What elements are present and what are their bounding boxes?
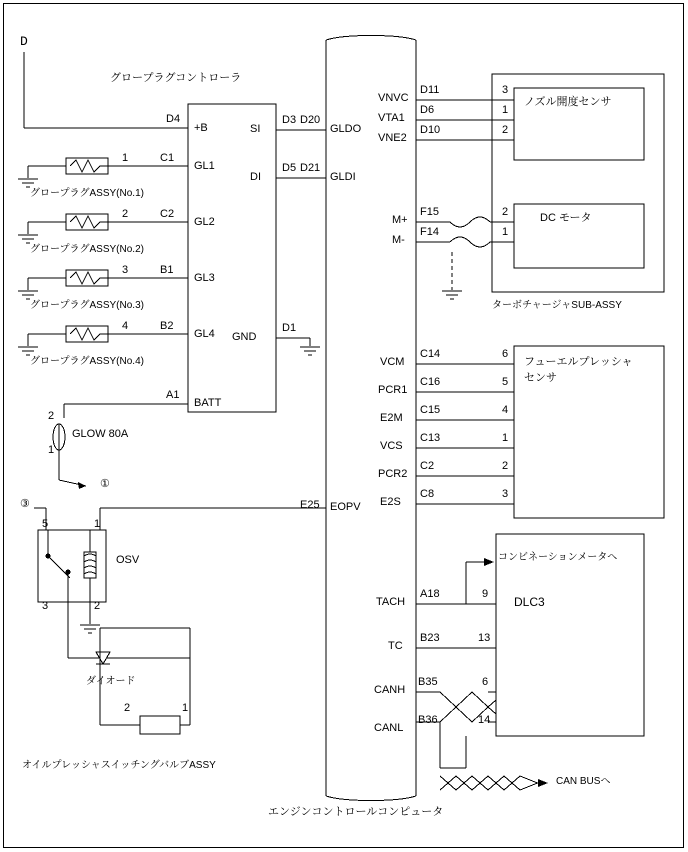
dc-motor-label: DC モータ: [540, 212, 592, 224]
pin-c14: C14: [420, 348, 441, 360]
glow4-num: 4: [122, 320, 129, 332]
pin-name-tach: TACH: [376, 596, 406, 608]
callout-1: ①: [100, 478, 110, 490]
dlc3-label: DLC3: [514, 595, 545, 609]
glow2-label: グロープラグASSY(No.2): [30, 244, 144, 255]
pin-name-vcs: VCS: [380, 440, 403, 452]
nozzle-pin-2: 2: [502, 124, 509, 136]
fps-label-2: センサ: [524, 372, 557, 384]
pin-f15: F15: [420, 206, 439, 218]
pin-c13: C13: [420, 432, 441, 444]
pin-name-vta1: VTA1: [378, 112, 405, 124]
pin-name-e2m: E2M: [380, 412, 403, 424]
glow3-num: 3: [122, 264, 129, 276]
glow-fuse-pin-2: 2: [48, 410, 55, 422]
pin-name-canl: CANL: [374, 722, 404, 734]
pin-f14: F14: [420, 226, 439, 238]
pin-name-m-minus: M-: [392, 234, 405, 246]
glow4-pin: B2: [160, 320, 174, 332]
nozzle-pin-1: 1: [502, 104, 509, 116]
pin-name-e2s: E2S: [380, 496, 401, 508]
dlc3-pin-6: 6: [482, 676, 489, 688]
fps-pin-2: 2: [502, 460, 509, 472]
motor-pin-2: 2: [502, 206, 509, 218]
glow-fuse-pin-1: 1: [48, 444, 55, 456]
pin-name-pcr1: PCR1: [378, 384, 408, 396]
glow1-name: GL1: [194, 160, 215, 172]
pin-name-vnvc: VNVC: [378, 92, 409, 104]
pin-a18: A18: [420, 588, 440, 600]
dlc3-pin-13: 13: [478, 632, 491, 644]
pin-c8: C8: [420, 488, 435, 500]
pin-name-gldo: GLDO: [330, 123, 362, 135]
diode-label: ダイオード: [86, 676, 136, 687]
can-bus-label: CAN BUSへ: [556, 776, 611, 787]
pin-c2: C2: [420, 460, 435, 472]
pin-name-vne2: VNE2: [378, 132, 407, 144]
glow2-pin: C2: [160, 208, 175, 220]
dlc3-pin-14: 14: [478, 714, 491, 726]
pin-name-pcr2: PCR2: [378, 468, 408, 480]
osv-pin-3: 3: [42, 600, 49, 612]
glow4-label: グロープラグASSY(No.4): [30, 356, 144, 367]
glow3-name: GL3: [194, 272, 215, 284]
combination-meter-label: コンビネーションメータへ: [498, 552, 618, 563]
glow2-name: GL2: [194, 216, 215, 228]
fps-pin-1: 1: [502, 432, 509, 444]
glow1-label: グロープラグASSY(No.1): [30, 188, 144, 199]
glow1-pin: C1: [160, 152, 175, 164]
pin-name-canh: CANH: [374, 684, 406, 696]
pin-d1: D1: [282, 322, 297, 334]
pin-b35: B35: [418, 676, 438, 688]
fps-pin-4: 4: [502, 404, 509, 416]
osv-pin-1: 1: [94, 518, 101, 530]
oil-valve-pin-2: 2: [124, 702, 131, 714]
pin-name-di: DI: [250, 171, 261, 183]
pin-d10: D10: [420, 124, 441, 136]
osv-pin-5: 5: [42, 518, 49, 530]
fps-pin-5: 5: [502, 376, 509, 388]
fps-label-1: フューエルプレッシャ: [524, 356, 633, 368]
pin-a1: A1: [166, 389, 180, 401]
oil-valve-label: オイルプレッシャスイッチングバルブASSY: [22, 760, 216, 771]
ecu-label: エンジンコントロールコンピュータ: [268, 806, 444, 818]
pin-d20: D20: [300, 114, 321, 126]
osv-pin-2: 2: [94, 600, 101, 612]
pin-name-batt: BATT: [194, 397, 222, 409]
pin-d6: D6: [420, 104, 435, 116]
nozzle-sensor-label: ノズル開度センサ: [524, 96, 612, 108]
pin-b23: B23: [420, 632, 440, 644]
label-glow-controller: グロープラグコントローラ: [110, 72, 242, 84]
pin-name-gnd: GND: [232, 331, 257, 343]
pin-d21: D21: [300, 162, 321, 174]
pin-d11: D11: [420, 84, 440, 96]
glow-fuse-label: GLOW 80A: [72, 428, 129, 440]
fps-pin-6: 6: [502, 348, 509, 360]
pin-name-m-plus: M+: [392, 214, 408, 226]
pin-name-eopv: EOPV: [330, 501, 361, 513]
pin-d4: D4: [166, 113, 181, 125]
pin-c16: C16: [420, 376, 441, 388]
glow3-label: グロープラグASSY(No.3): [30, 300, 144, 311]
dlc3-pin-9: 9: [482, 588, 489, 600]
glow4-name: GL4: [194, 328, 215, 340]
pin-c15: C15: [420, 404, 441, 416]
label-d: D: [20, 34, 28, 49]
pin-d3: D3: [282, 114, 297, 126]
nozzle-pin-3: 3: [502, 84, 509, 96]
pin-name-vcm: VCM: [380, 356, 405, 368]
fps-pin-3: 3: [502, 488, 509, 500]
osv-label: OSV: [116, 554, 140, 566]
oil-valve-pin-1: 1: [182, 702, 189, 714]
turbo-label: ターボチャージャSUB-ASSY: [492, 300, 622, 311]
pin-e25: E25: [300, 499, 320, 511]
pin-name-plus-b: +B: [194, 122, 208, 134]
pin-name-tc: TC: [388, 640, 403, 652]
glow3-pin: B1: [160, 264, 174, 276]
pin-d5: D5: [282, 162, 297, 174]
motor-pin-1: 1: [502, 226, 509, 238]
glow2-num: 2: [122, 208, 129, 220]
pin-name-gldi: GLDI: [330, 171, 356, 183]
callout-3: ③: [20, 498, 30, 510]
pin-name-si: SI: [250, 123, 261, 135]
pin-b36: B36: [418, 714, 438, 726]
glow1-num: 1: [122, 152, 129, 164]
